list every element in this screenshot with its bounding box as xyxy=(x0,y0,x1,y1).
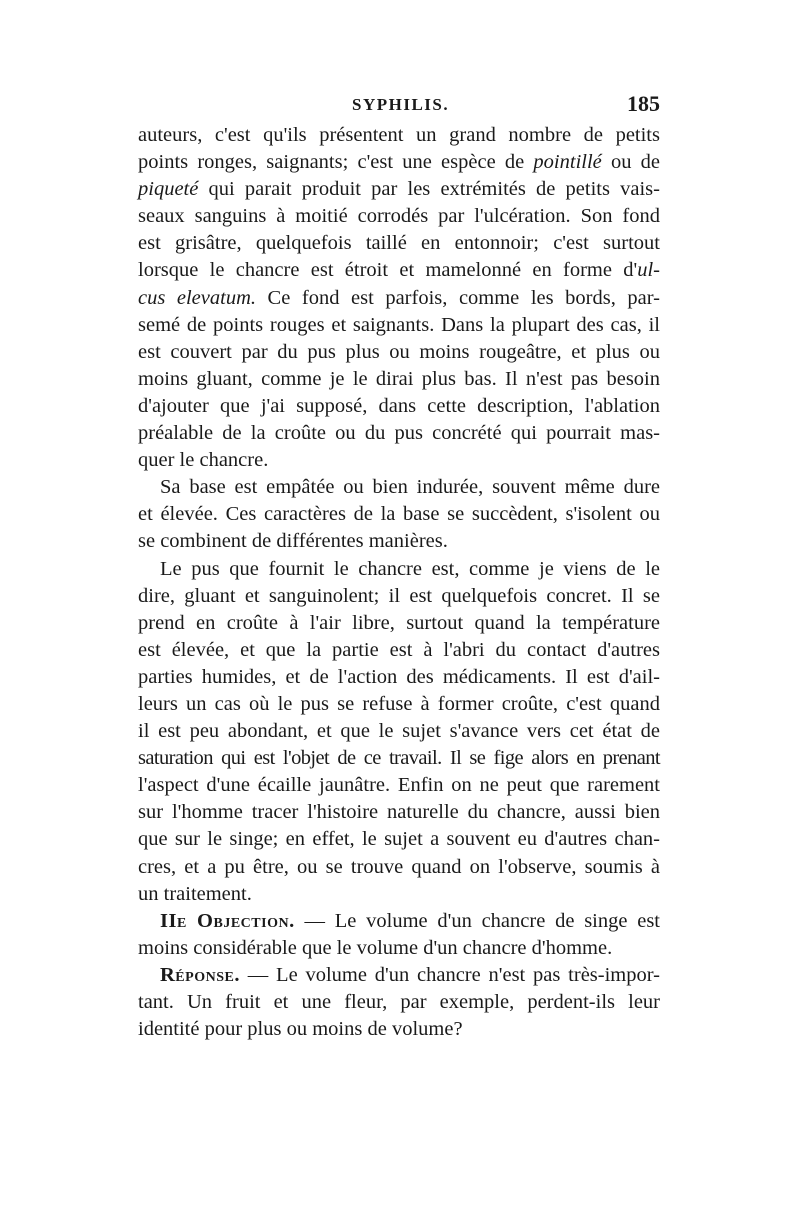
text-line: prend en croûte à l'air libre, surtout quand la température xyxy=(138,611,660,634)
section-label: Réponse. xyxy=(160,963,240,986)
italic-term: piqueté xyxy=(138,178,199,201)
text-line: est couvert par du pus plus ou moins rougeâtre, et plus ou xyxy=(138,340,660,363)
running-head xyxy=(138,91,660,121)
text-line: quer le chancre. xyxy=(138,449,269,472)
text-line: il est peu abondant, et que le sujet s'avance vers cet état de xyxy=(138,720,660,743)
text-line: Le pus que fournit le chancre est, comme je viens de le xyxy=(160,557,660,580)
text-line: points ronges, saignants; c'est une espèce de pointillé ou de xyxy=(138,151,660,174)
section-label: IIe Objection. xyxy=(160,909,295,932)
text-line: moins considérable que le volume d'un chancre d'homme. xyxy=(138,936,613,959)
text-line: l'aspect d'une écaille jaunâtre. Enfin on ne peut que rarement xyxy=(138,774,660,797)
italic-term: cus elevatum. xyxy=(138,286,256,309)
text-line: auteurs, c'est qu'ils présentent un grand nombre de petits xyxy=(138,124,660,146)
italic-term: ul- xyxy=(637,259,660,282)
text-line: leurs un cas où le pus se refuse à former croûte, c'est quand xyxy=(138,692,660,715)
text-line: parties humides, et de l'action des médicaments. Il est d'ail- xyxy=(138,665,660,688)
text-line: semé de points rouges et saignants. Dans la plupart des cas, il xyxy=(138,313,660,336)
text-line: lorsque le chancre est étroit et mamelonné en forme d'ul- xyxy=(138,259,660,282)
text-line: préalable de la croûte ou du pus concrété qui pourrait mas- xyxy=(138,422,660,445)
page-number: 185 xyxy=(627,91,660,116)
text-line: dire, gluant et sanguinolent; il est quelquefois concret. Il se xyxy=(138,584,660,607)
text-line: saturation qui est l'objet de ce travail. Il se fige alors en prenant xyxy=(138,747,660,770)
text-line: seaux sanguins à moitié corrodés par l'ulcération. Son fond xyxy=(138,205,660,228)
text-line: un traitement. xyxy=(138,882,252,905)
text-line: IIe Objection. — Le volume d'un chancre de singe est xyxy=(160,909,660,932)
text-line: se combinent de différentes manières. xyxy=(138,530,448,553)
text-line: est élevée, et que la partie est à l'abri du contact d'autres xyxy=(138,638,660,661)
italic-term: pointillé xyxy=(533,151,602,174)
text-line: sur l'homme tracer l'histoire naturelle du chancre, aussi bien xyxy=(138,801,660,824)
body-text xyxy=(138,122,660,1043)
text-line: est grisâtre, quelquefois taillé en entonnoir; c'est surtout xyxy=(138,232,660,255)
text-line: que sur le singe; en effet, le sujet a souvent eu d'autres chan- xyxy=(138,828,660,851)
text-line: identité pour plus ou moins de volume? xyxy=(138,1018,463,1041)
text-line: d'ajouter que j'ai supposé, dans cette description, l'ablation xyxy=(138,394,660,417)
text-line: tant. Un fruit et une fleur, par exemple, perdent-ils leur xyxy=(138,991,660,1013)
text-line: piqueté qui parait produit par les extrémités de petits vais- xyxy=(138,178,660,201)
text-line: et élevée. Ces caractères de la base se succèdent, s'isolent ou xyxy=(138,503,660,526)
text-line: cres, et a pu être, ou se trouve quand on l'observe, soumis à xyxy=(138,855,660,878)
text-line: cus elevatum. Ce fond est parfois, comme les bords, par- xyxy=(138,286,660,309)
text-line: moins gluant, comme je le dirai plus bas. Il n'est pas besoin xyxy=(138,367,660,390)
running-title: SYPHILIS. xyxy=(352,95,450,114)
text-line: Sa base est empâtée ou bien indurée, souvent même dure xyxy=(160,476,660,499)
text-line: Réponse. — Le volume d'un chancre n'est pas très-impor- xyxy=(160,963,660,986)
